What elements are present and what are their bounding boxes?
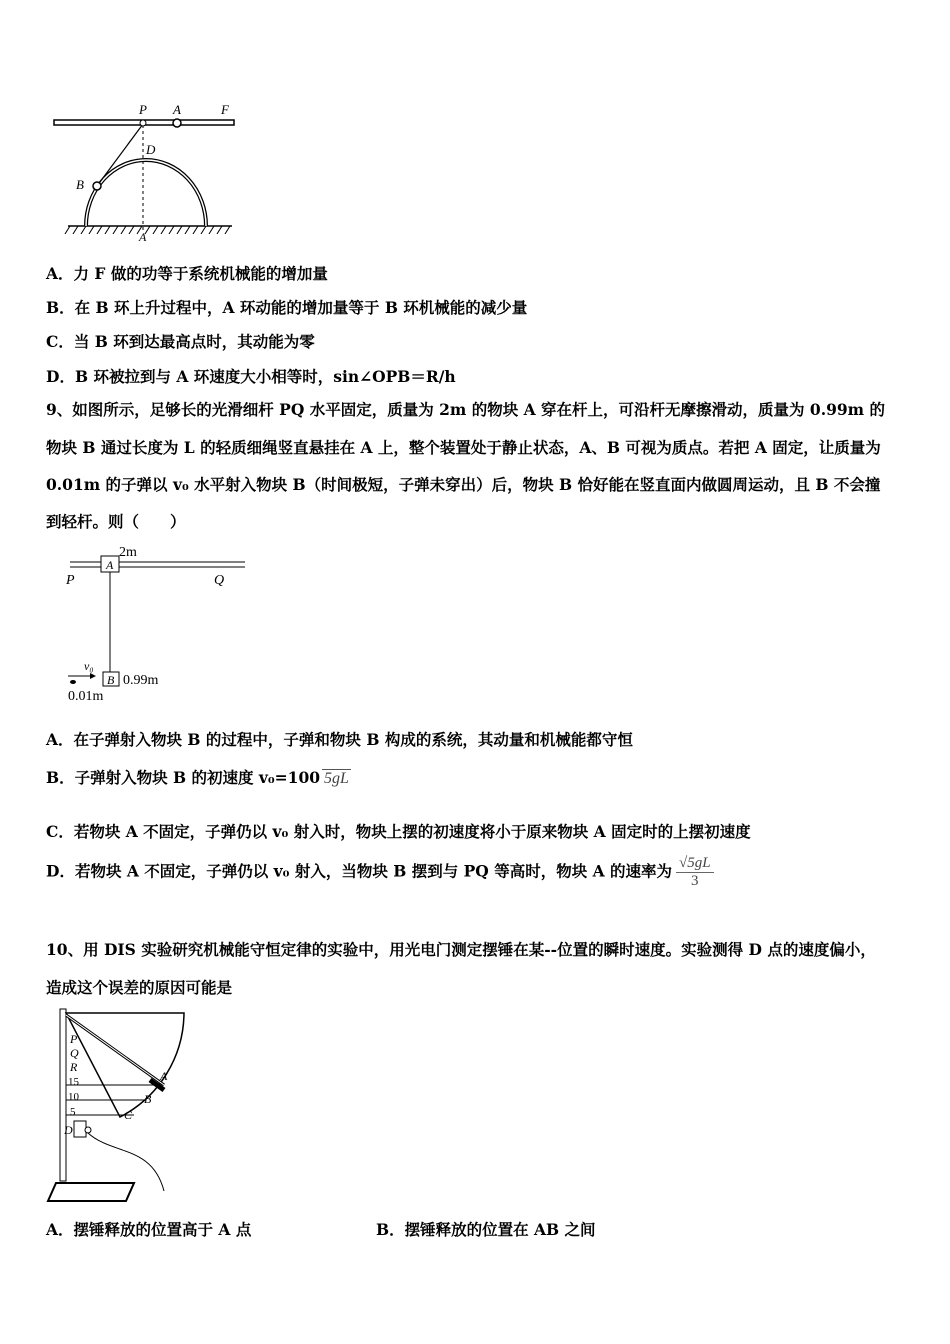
label-q: Q: [70, 1046, 79, 1060]
point-p: [140, 120, 146, 126]
q9-option-b-text: B．子弹射入物块 B 的初速度 v₀=100: [46, 768, 321, 787]
base-plate: [48, 1183, 134, 1201]
tick-10: 10: [68, 1091, 79, 1103]
label-b: B: [144, 1092, 152, 1106]
q8-option-a: A．力 F 做的功等于系统机械能的增加量: [46, 264, 328, 283]
q10-option-a: A．摆锤释放的位置高于 A 点: [46, 1220, 252, 1239]
q10-stem-line1: 10、用 DIS 实验研究机械能守恒定律的实验中，用光电门测定摆锤在某--位置的瞬时速度。实验测得 D 点的速度偏小，: [46, 940, 876, 959]
ring-a: [173, 119, 181, 127]
q9-option-d: [46, 855, 714, 890]
bullet: [70, 680, 76, 684]
stand-pole: [60, 1009, 66, 1181]
ground-hatch: [65, 226, 230, 234]
tick-5: 5: [70, 1106, 76, 1118]
label-c: C: [124, 1108, 133, 1122]
q9-option-d-text: D．若物块 A 不固定，子弹仍以 v₀ 射入，当物块 B 摆到与 PQ 等高时，物块 A 的速率为: [46, 861, 673, 881]
ring-b: [93, 182, 101, 190]
q9-option-a: A．在子弹射入物块 B 的过程中，子弹和物块 B 构成的系统，其动量和机械能都守恒: [46, 730, 633, 749]
q8-figure: [50, 98, 240, 243]
label-p: P: [66, 573, 75, 588]
label-q: Q: [214, 573, 225, 588]
q9-stem-line4: 到轻杆。则（ ）: [46, 512, 186, 531]
label-p: P: [139, 102, 147, 117]
label-a: A: [160, 1069, 168, 1083]
q9-stem-line1: 9、如图所示，足够长的光滑细杆 PQ 水平固定，质量为 2m 的物块 A 穿在杆上，可沿杆无摩擦滑动，质量为 0.99m 的: [46, 400, 885, 419]
q10-option-b: B．摆锤释放的位置在 AB 之间: [376, 1220, 596, 1239]
label-d: D: [146, 142, 156, 157]
q9-option-b: [46, 766, 351, 788]
label-d: D: [64, 1123, 73, 1137]
semicircle-track: [86, 160, 206, 226]
q10-figure: [42, 1005, 202, 1205]
fraction-denominator: 3: [691, 873, 699, 889]
q9-option-c: C．若物块 A 不固定，子弹仍以 v₀ 射入时，物块上摆的初速度将小于原来物块 A 固定时的上摆初速度: [46, 822, 751, 841]
label-099m: 0.99m: [123, 673, 159, 688]
q9-figure: [60, 540, 260, 705]
label-001m: 0.01m: [68, 689, 104, 704]
fraction-numerator: √5gL: [676, 855, 714, 873]
tick-15: 15: [68, 1076, 79, 1088]
label-2m: 2m: [119, 545, 137, 560]
sqrt-5gl: 5gL: [324, 770, 349, 787]
q9-stem-line3: 0.01m 的子弹以 v₀ 水平射入物块 B（时间极短，子弹未穿出）后，物块 B 恰好能在竖直面内做圆周运动，且 B 不会撞: [46, 475, 881, 494]
label-f: F: [221, 102, 229, 117]
label-o: A: [139, 230, 147, 243]
label-b: B: [107, 673, 115, 687]
fraction-speed: [676, 855, 714, 890]
rope: [97, 124, 143, 186]
q8-option-d: D．B 环被拉到与 A 环速度大小相等时，sin∠OPB＝R/h: [46, 367, 456, 386]
q9-stem-line2: 物块 B 通过长度为 L 的轻质细绳竖直悬挂在 A 上，整个装置处于静止状态，A、B 可视为质点。若把 A 固定，让质量为: [46, 438, 881, 457]
q8-option-c: C．当 B 环到达最高点时，其动能为零: [46, 332, 315, 351]
q8-option-b: B．在 B 环上升过程中，A 环动能的增加量等于 B 环机械能的减少量: [46, 298, 528, 317]
label-p: P: [70, 1032, 78, 1046]
label-b: B: [76, 177, 84, 192]
q10-stem-line2: 造成这个误差的原因可能是: [46, 978, 233, 997]
label-r: R: [70, 1060, 78, 1074]
label-v0: v₀: [84, 659, 94, 673]
label-a: A: [106, 558, 114, 572]
photogate: [74, 1121, 86, 1137]
label-a: A: [173, 102, 181, 117]
